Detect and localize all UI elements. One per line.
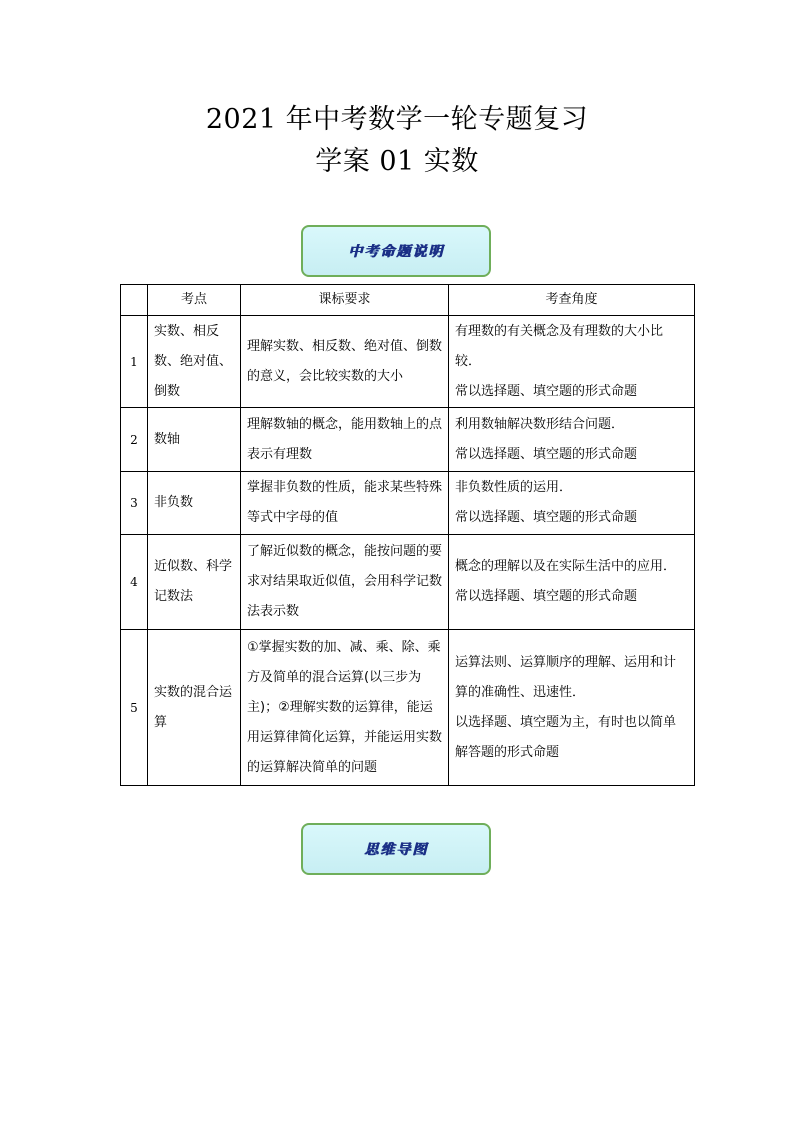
row-topic: 实数的混合运算 [148,630,241,786]
angle-line: 常以选择题、填空题的形式命题 [455,383,638,399]
table-row [121,535,695,630]
row-angle [449,535,695,630]
angle-line: 利用数轴解决数形结合问题． [455,416,625,432]
row-number: 2 [121,408,148,472]
row-requirement: ①掌握实数的加、减、乘、除、乘方及简单的混合运算(以三步为主)；②理解实数的运算律，能运用运算律简化运算，并能运用实数的运算解决简单的问题 [241,630,449,786]
table-row [121,408,695,472]
angle-line: 常以选择题、填空题的形式命题 [455,446,638,462]
row-angle [449,472,695,535]
header-angle: 考查角度 [449,285,695,316]
row-topic: 非负数 [148,472,241,535]
row-requirement: 了解近似数的概念，能按问题的要求对结果取近似值，会用科学记数法表示数 [241,535,449,630]
row-number: 3 [121,472,148,535]
document-subtitle: 学案 01 实数 [315,146,479,177]
angle-line: 非负数性质的运用． [455,480,573,495]
angle-line: 概念的理解以及在实际生活中的应用． [455,559,677,574]
header-index [121,285,148,316]
row-number: 5 [121,630,148,786]
section-heading-mind-map: 思维导图 [301,823,491,875]
row-angle [449,630,695,786]
row-angle [449,408,695,472]
angle-line: 常以选择题、填空题的形式命题 [455,510,638,525]
row-topic: 近似数、科学记数法 [148,535,241,630]
row-topic: 实数、相反数、绝对值、倒数 [148,316,241,408]
angle-line: 有理数的有关概念及有理数的大小比较． [455,323,664,369]
row-requirement: 理解实数、相反数、绝对值、倒数的意义，会比较实数的大小 [241,316,449,408]
header-topic: 考点 [148,285,241,316]
row-angle [449,316,695,408]
table-row [121,472,695,535]
table-row [121,630,695,786]
row-number: 1 [121,316,148,408]
row-requirement: 理解数轴的概念，能用数轴上的点表示有理数 [241,408,449,472]
angle-line: 运算法则、运算顺序的理解、运用和计算的准确性、迅速性． [455,654,677,700]
angle-line: 常以选择题、填空题的形式命题 [455,589,638,604]
angle-line: 以选择题、填空题为主，有时也以简单解答题的形式命题 [455,714,677,760]
row-requirement: 掌握非负数的性质，能求某些特殊等式中字母的值 [241,472,449,535]
row-number: 4 [121,535,148,630]
table-row [121,316,695,408]
document-title: 2021 年中考数学一轮专题复习 [205,104,589,135]
table-header-row [121,285,695,316]
section-heading-exam-description: 中考命题说明 [301,225,491,277]
header-requirement: 课标要求 [241,285,449,316]
exam-points-table [120,284,695,786]
row-topic: 数轴 [148,408,241,472]
